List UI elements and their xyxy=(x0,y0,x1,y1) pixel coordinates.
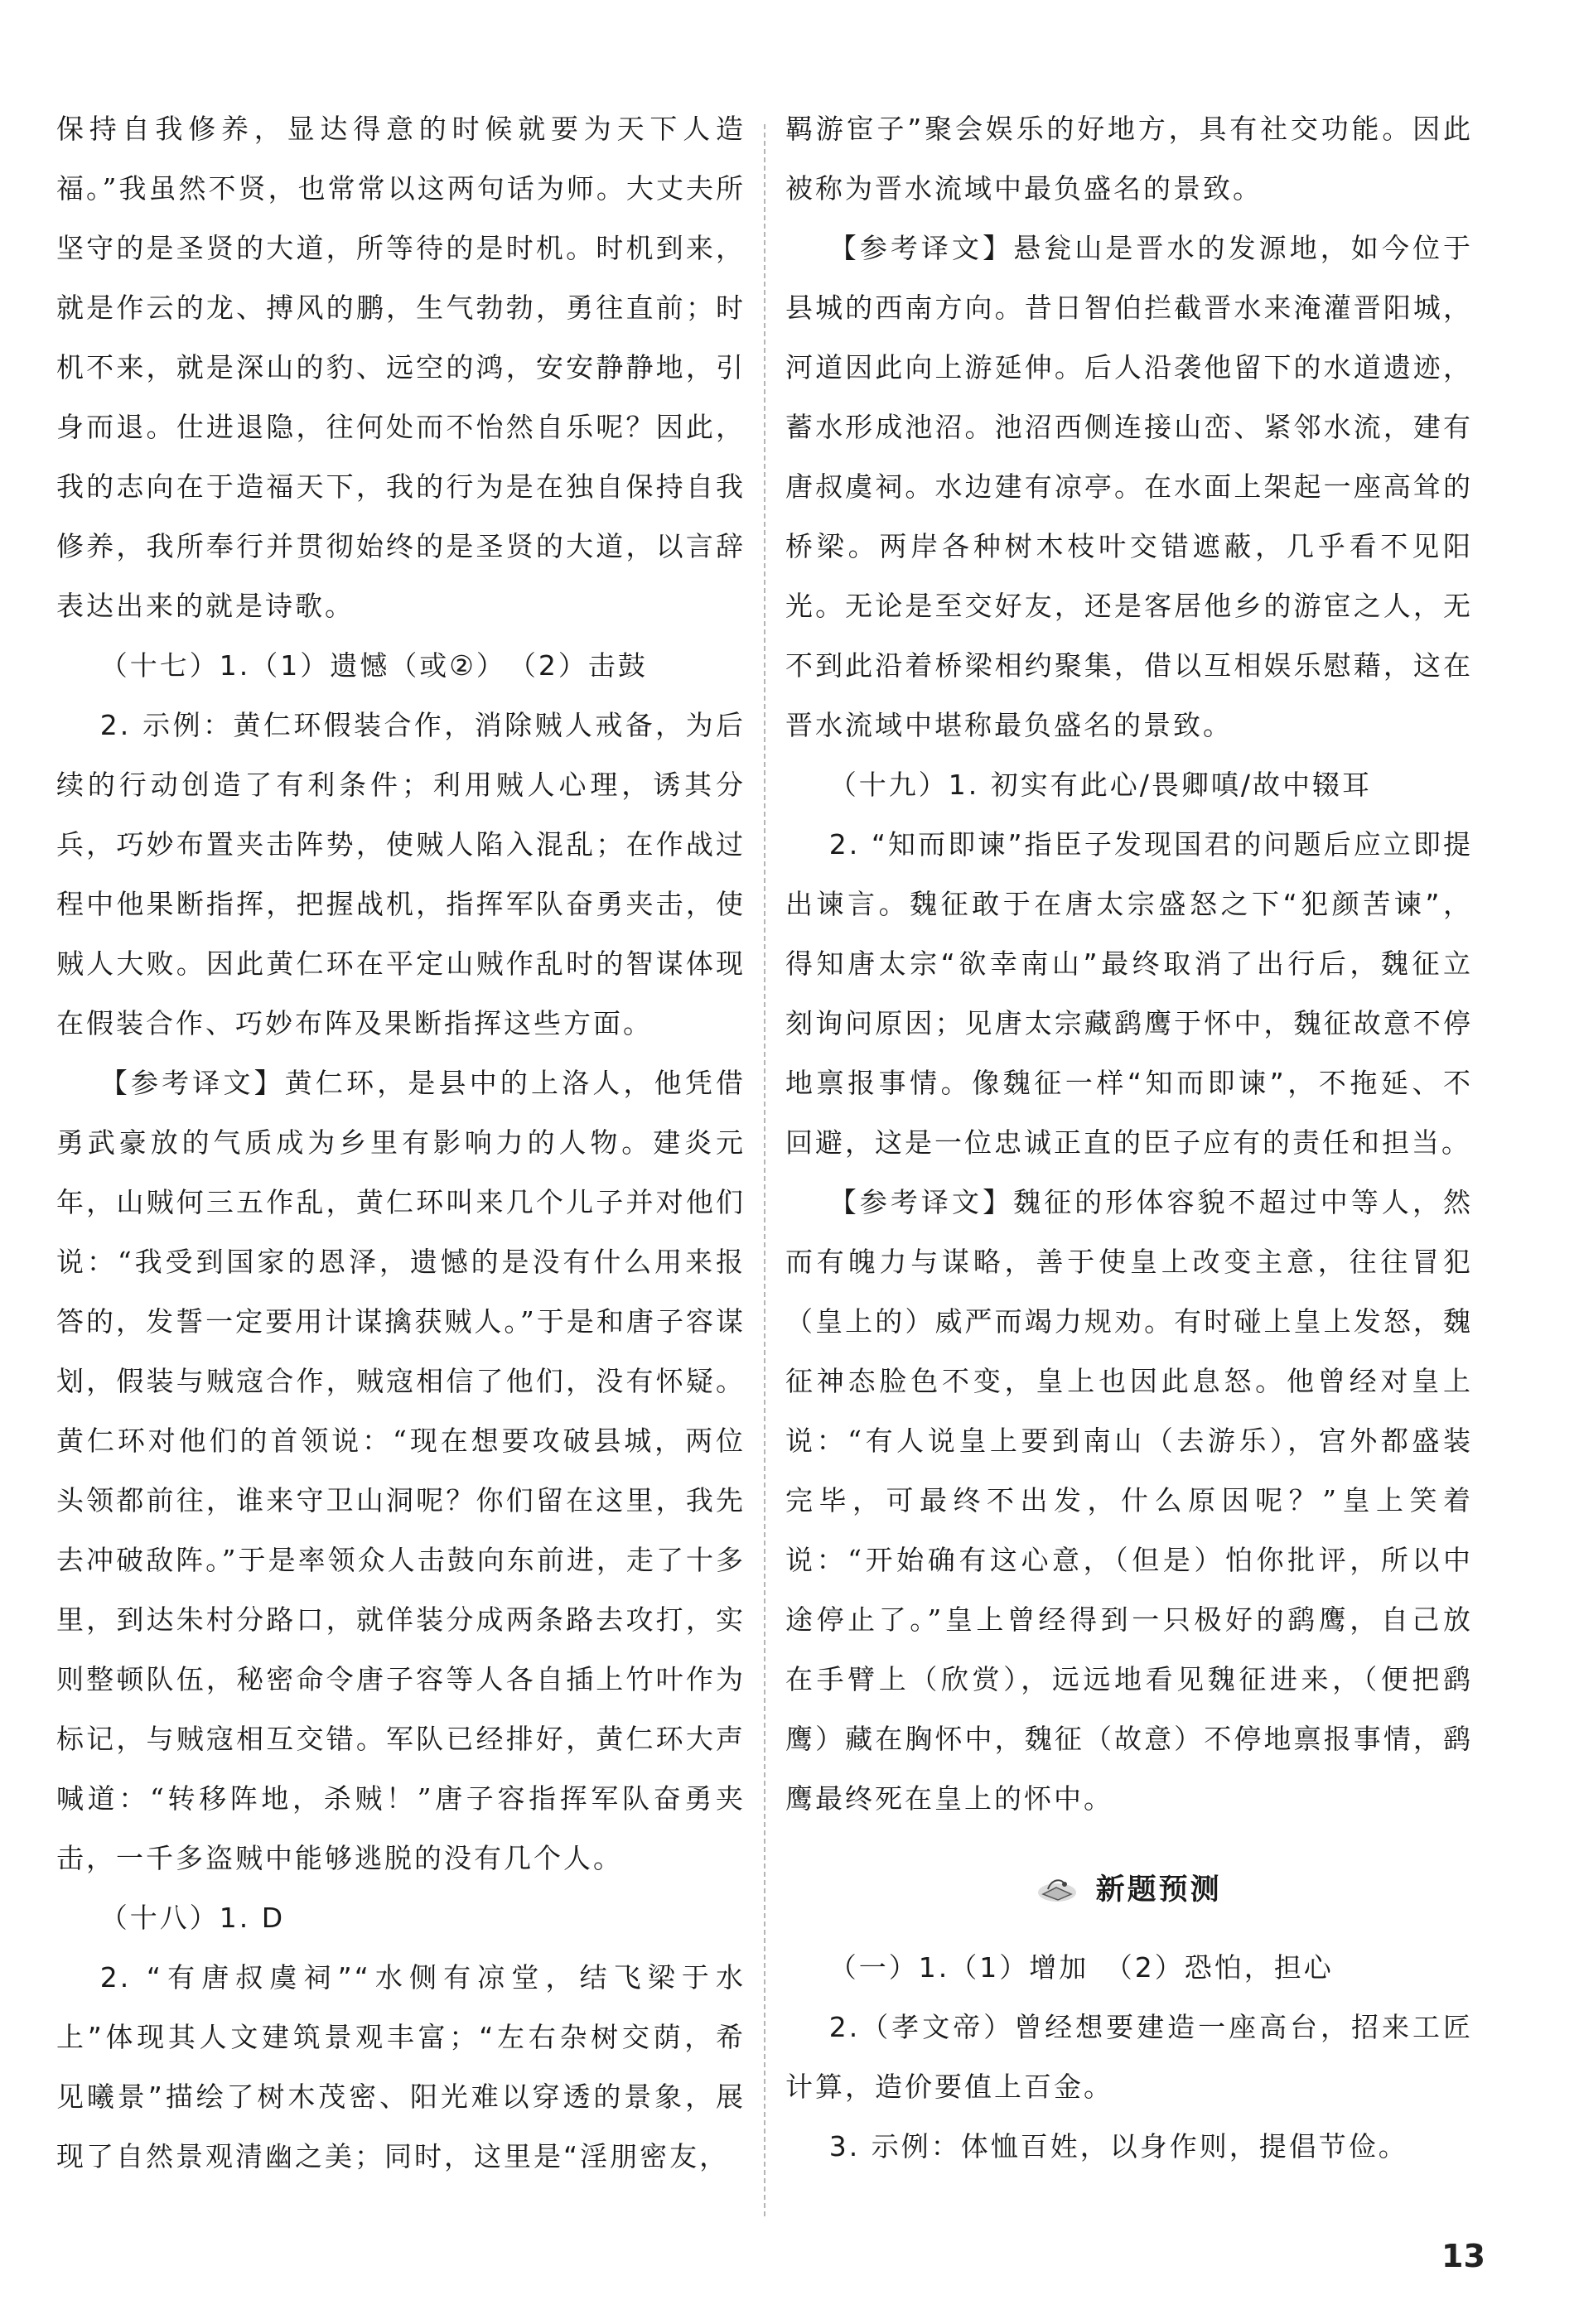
column-divider xyxy=(764,124,765,2216)
answer-item: （一）1.（1）增加 （2）恐怕，担心 xyxy=(828,1951,1334,1984)
section-heading xyxy=(785,1860,1473,1920)
answer-item: 羁游宦子”聚会娱乐的好地方，具有社交功能。因此被称为晋水流域中最负盛名的景致。 xyxy=(785,113,1473,205)
translation-paragraph: 【参考译文】魏征的形体容貌不超过中等人，然而有魄力与谋略，善于使皇上改变主意，往往冒犯（皇上的）威严而竭力规劝。有时碰上皇上发怒，魏征神态脸色不变，皇上也因此息怒。他曾经对皇上说：“有人说皇上要到南山（去游乐），宫外都盛装完毕，可最终不出发，什么原因呢？”皇上笑着说：“开始确有这心意，（但是）怕你批评，所以中途停止了。”皇上曾经得到一只极好的鹞鹰，自己放在手臂上（欣赏），远远地看见魏征进来，（便把鹞鹰）藏在胸怀中，魏征（故意）不停地禀报事情，鹞鹰最终死在皇上的怀中。 xyxy=(785,1186,1473,1815)
page-number: 13 xyxy=(1441,2238,1485,2274)
answer-item: 2. “有唐叔虞祠”“水侧有凉堂，结飞梁于水上”体现其人文建筑景观丰富；“左右杂树交荫，希见曦景”描绘了树木茂密、阳光难以穿透的景象，展现了自然景观清幽之美；同时，这里是“淫朋密友， xyxy=(56,1961,746,2172)
answer-item: （十七）1.（1）遗憾（或②） （2）击鼓 xyxy=(99,649,648,682)
book-icon xyxy=(1036,1864,1078,1893)
right-column xyxy=(785,99,1473,2177)
translation-paragraph: 【参考译文】黄仁环，是县中的上洛人，他凭借勇武豪放的气质成为乡里有影响力的人物。建炎元年，山贼何三五作乱，黄仁环叫来几个儿子并对他们说：“我受到国家的恩泽，遗憾的是没有什么用来报答的，发誓一定要用计谋擒获贼人。”于是和唐子容谋划，假装与贼寇合作，贼寇相信了他们，没有怀疑。黄仁环对他们的首领说：“现在想要攻破县城，两位头领都前往，谁来守卫山洞呢？你们留在这里，我先去冲破敌阵。”于是率领众人击鼓向东前进，走了十多里，到达朱村分路口，就佯装分成两条路去攻打，实则整顿队伍，秘密命令唐子容等人各自插上竹叶作为标记，与贼寇相互交错。军队已经排好，黄仁环大声喊道：“转移阵地，杀贼！”唐子容指挥军队奋勇夹击，一千多盗贼中能够逃脱的没有几个人。 xyxy=(56,1067,746,1874)
answer-item: 2. “知而即谏”指臣子发现国君的问题后应立即提出谏言。魏征敢于在唐太宗盛怒之下“犯颜苦谏”，得知唐太宗“欲幸南山”最终取消了出行后，魏征立刻询问原因；见唐太宗藏鹞鹰于怀中，魏征故意不停地禀报事情。像魏征一样“知而即谏”，不拖延、不回避，这是一位忠诚正直的臣子应有的责任和担当。 xyxy=(785,828,1473,1159)
answer-item: （十九）1. 初实有此心/畏卿嗔/故中辍耳 xyxy=(828,769,1373,801)
translation-paragraph: 保持自我修养，显达得意的时候就要为天下人造福。”我虽然不贤，也常常以这两句话为师。大丈夫所坚守的是圣贤的大道，所等待的是时机。时机到来，就是作云的龙、搏风的鹏，生气勃勃，勇往直前；时机不来，就是深山的豹、远空的鸿，安安静静地，引身而退。仕进退隐，往何处而不怡然自乐呢？因此，我的志向在于造福天下，我的行为是在独自保持自我修养，我所奉行并贯彻始终的是圣贤的大道，以言辞表达出来的就是诗歌。 xyxy=(56,113,746,622)
answer-item: 2.（孝文帝）曾经想要建造一座高台，招来工匠计算，造价要值上百金。 xyxy=(785,2011,1473,2103)
left-column xyxy=(56,99,746,2187)
section-title: 新题预测 xyxy=(1095,1873,1222,1907)
answer-item: 2. 示例：黄仁环假装合作，消除贼人戒备，为后续的行动创造了有利条件；利用贼人心理，诱其分兵，巧妙布置夹击阵势，使贼人陷入混乱；在作战过程中他果断指挥，把握战机，指挥军队奋勇夹击，使贼人大败。因此黄仁环在平定山贼作乱时的智谋体现在假装合作、巧妙布阵及果断指挥这些方面。 xyxy=(56,709,746,1039)
answer-item: （十八）1. D xyxy=(99,1902,286,1934)
answer-item: 3. 示例：体恤百姓，以身作则，提倡节俭。 xyxy=(828,2130,1408,2162)
translation-paragraph: 【参考译文】悬瓮山是晋水的发源地，如今位于县城的西南方向。昔日智伯拦截晋水来淹灌晋阳城，河道因此向上游延伸。后人沿袭他留下的水道遗迹，蓄水形成池沼。池沼西侧连接山峦、紧邻水流，建有唐叔虞祠。水边建有凉亭。在水面上架起一座高耸的桥梁。两岸各种树木枝叶交错遮蔽，几乎看不见阳光。无论是至交好友，还是客居他乡的游宦之人，无不到此沿着桥梁相约聚集，借以互相娱乐慰藉，这在晋水流域中堪称最负盛名的景致。 xyxy=(785,232,1473,741)
